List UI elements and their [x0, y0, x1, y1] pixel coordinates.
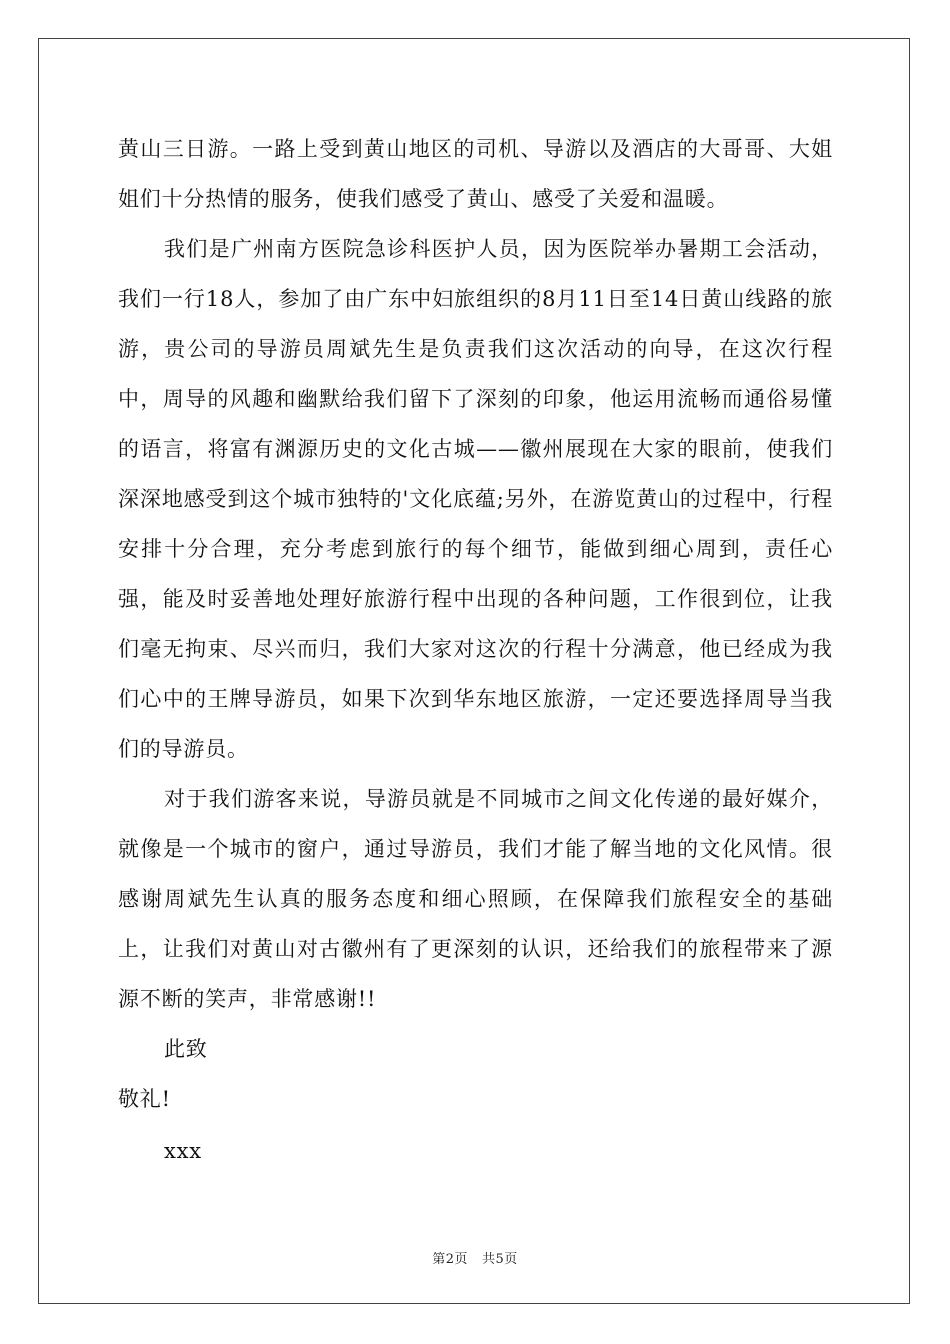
closing-regards: 敬礼!: [118, 1087, 171, 1111]
page-footer: [0, 1248, 950, 1267]
closing-salutation: 此致: [164, 1037, 208, 1061]
page-number: 第2页: [432, 1252, 468, 1267]
page-total: 共5页: [482, 1252, 518, 1267]
paragraph-praise: 我们是广州南方医院急诊科医护人员，因为医院举办暑期工会活动，我们一行18人，参加了由广东中妇旅组织的8月11日至14日黄山线路的旅游，贵公司的导游员周斌先生是负责我们这次活动的向导，在这次行程中，周导的风趣和幽默给我们留下了深刻的印象，他运用流畅而通俗易懂的语言，将富有渊源历史的文化古城——徽州展现在大家的眼前，使我们深深地感受到这个城市独特的'文化底蕴;另外，在游览黄山的过程中，行程安排十分合理，充分考虑到旅行的每个细节，能做到细心周到，责任心强，能及时妥善地处理好旅游行程中出现的各种问题，工作很到位，让我们毫无拘束、尽兴而归，我们大家对这次的行程十分满意，他已经成为我们心中的王牌导游员，如果下次到华东地区旅游，一定还要选择周导当我们的导游员。: [118, 237, 833, 761]
paragraph-continuation: 黄山三日游。一路上受到黄山地区的司机、导游以及酒店的大哥哥、大姐姐们十分热情的服务，使我们感受了黄山、感受了关爱和温暖。: [118, 137, 833, 211]
paragraph-gratitude: 对于我们游客来说，导游员就是不同城市之间文化传递的最好媒介，就像是一个城市的窗户，通过导游员，我们才能了解当地的文化风情。很感谢周斌先生认真的服务态度和细心照顾，在保障我们旅程安全的基础上，让我们对黄山对古徽州有了更深刻的认识，还给我们的旅程带来了源源不断的笑声，非常感谢!!: [118, 787, 833, 1011]
letter-body: [118, 124, 833, 1176]
signature: xxx: [164, 1139, 202, 1163]
